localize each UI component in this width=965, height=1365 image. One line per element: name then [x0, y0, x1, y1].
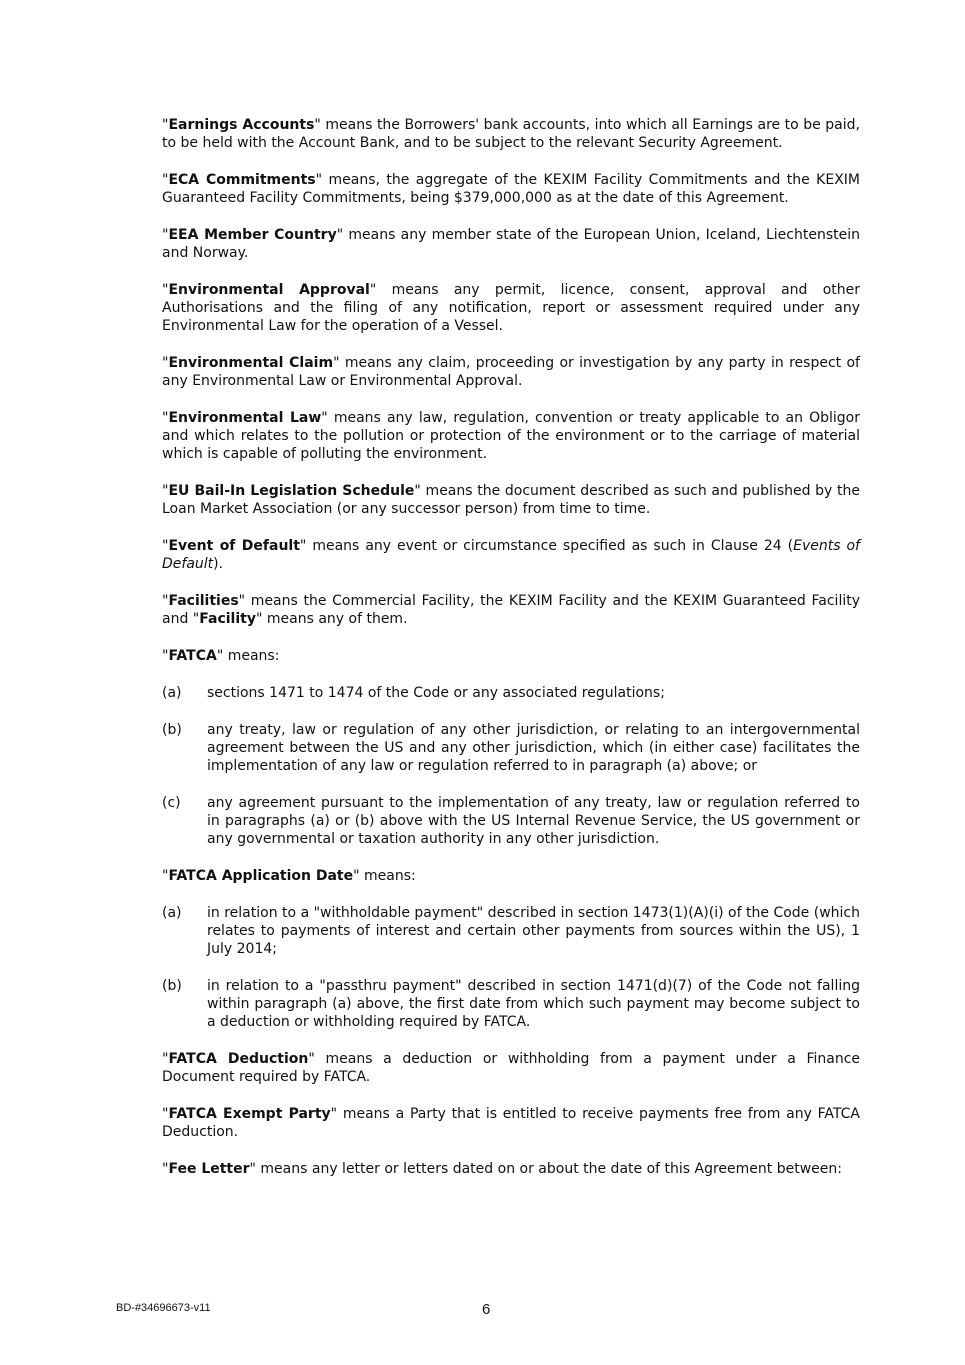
definitions-section — [162, 116, 860, 1197]
list-item-label: (a) — [162, 685, 182, 701]
list-item — [162, 904, 860, 958]
definition-fatca-application-date: "FATCA Application Date" means: — [162, 868, 416, 884]
definition-environmental-law: "Environmental Law" means any law, regulation, convention or treaty applicable to an Obligor and which relates to the pollution or protection of the environment or to the carriage of material which is capable of polluting the environment. — [162, 410, 860, 462]
list-item — [162, 794, 860, 848]
definition-eea-member-country: "EEA Member Country" means any member state of the European Union, Iceland, Liechtenstein and Norway. — [162, 227, 860, 261]
definition-environmental-claim: "Environmental Claim" means any claim, proceeding or investigation by any party in respect of any Environmental Law or Environmental Approval. — [162, 355, 860, 389]
definition-text: means any letter or letters dated on or about the date of this Agreement between: — [255, 1161, 842, 1177]
definition-text: means the Borrowers' bank accounts, into which all Earnings are to be paid, to be held with the Account Bank, and to be subject to the relevant Security Agreement. — [162, 117, 860, 151]
defined-term: EU Bail-In Legislation Schedule — [168, 483, 415, 499]
definition-text-end: ). — [213, 556, 224, 572]
definition-facilities: "Facilities" means the Commercial Facility, the KEXIM Facility and the KEXIM Guaranteed Facility and "Facility" means any of them. — [162, 593, 860, 627]
defined-term-secondary: Facility — [199, 611, 256, 627]
definition-text-end: means any of them. — [262, 611, 408, 627]
definition-text: means any claim, proceeding or investigation by any party in respect of any Environmental Law or Environmental Approval. — [162, 355, 860, 389]
defined-term: FATCA — [168, 648, 217, 664]
defined-term: Earnings Accounts — [168, 117, 315, 133]
list-item — [162, 721, 860, 775]
list-item-text: in relation to a "withholdable payment" described in section 1473(1)(A)(i) of the Code (which relates to payments of interest and certain other payments from sources within the US), 1 July 2014; — [207, 905, 860, 957]
defined-term: FATCA Deduction — [168, 1051, 309, 1067]
defined-term: Fee Letter — [168, 1161, 250, 1177]
definition-earnings-accounts: "Earnings Accounts" means the Borrowers' bank accounts, into which all Earnings are to be paid, to be held with the Account Bank, and to be subject to the relevant Security Agreement. — [162, 117, 860, 151]
defined-term: FATCA Exempt Party — [168, 1106, 331, 1122]
list-item-label: (b) — [162, 978, 182, 994]
defined-term: FATCA Application Date — [168, 868, 354, 884]
definition-environmental-approval: "Environmental Approval" means any permit, licence, consent, approval and other Authorisations and the filing of any notification, report or assessment required under any Environmental Law for the operation of a Vessel. — [162, 282, 860, 334]
definition-text: means any law, regulation, convention or treaty applicable to an Obligor and which relates to the pollution or protection of the environment or to the carriage of material which is capable of polluting the environment. — [162, 410, 860, 462]
defined-term: Environmental Claim — [168, 355, 334, 371]
definition-text: means the document described as such and published by the Loan Market Association (or any successor person) from time to time. — [162, 483, 860, 517]
definition-text: means any permit, licence, consent, approval and other Authorisations and the filing of any notification, report or assessment required under any Environmental Law for the operation of a Vessel. — [162, 282, 860, 334]
list-item-label: (b) — [162, 722, 182, 738]
list-item-label: (a) — [162, 905, 182, 921]
definition-fatca-deduction: "FATCA Deduction" means a deduction or withholding from a payment under a Finance Document required by FATCA. — [162, 1051, 861, 1085]
list-item-text: sections 1471 to 1474 of the Code or any associated regulations; — [207, 685, 665, 701]
defined-term: Environmental Law — [168, 410, 322, 426]
defined-term: Environmental Approval — [168, 282, 370, 298]
list-item-text: any agreement pursuant to the implementation of any treaty, law or regulation referred to in paragraphs (a) or (b) above with the US Internal Revenue Service, the US government or any governmental or taxation authority in any other jurisdiction. — [207, 795, 860, 847]
clause-reference: Events of Default — [162, 538, 860, 572]
defined-term: EEA Member Country — [168, 227, 337, 243]
definition-fee-letter: "Fee Letter" means any letter or letters dated on or about the date of this Agreement between: — [162, 1161, 842, 1177]
definition-text: means the Commercial Facility, the KEXIM Facility and the KEXIM Guaranteed Facility and — [162, 593, 860, 627]
definition-text: means any member state of the European Union, Iceland, Liechtenstein and Norway. — [162, 227, 860, 261]
list-item — [162, 684, 860, 702]
list-item-text: any treaty, law or regulation of any other jurisdiction, or relating to an intergovernmental agreement between the US and any other jurisdiction, which (in either case) facilitates the implementation of any law or regulation referred to in paragraph (a) above; or — [207, 722, 860, 774]
definition-text: means, the aggregate of the KEXIM Facility Commitments and the KEXIM Guaranteed Facility Commitments, being $379,000,000 as at the date of this Agreement. — [162, 172, 861, 206]
definition-fatca: "FATCA" means: — [162, 648, 280, 664]
definition-text: means any event or circumstance specified as such in Clause 24 ( — [306, 538, 794, 554]
definition-eca-commitments: "ECA Commitments" means, the aggregate of the KEXIM Facility Commitments and the KEXIM Guaranteed Facility Commitments, being $379,000,000 as at the date of this Agreement. — [162, 172, 861, 206]
document-reference: BD-#34696673-v11 — [116, 1302, 211, 1314]
list-item-label: (c) — [162, 795, 181, 811]
defined-term: Event of Default — [168, 538, 300, 554]
definition-text: means: — [223, 648, 280, 664]
definition-eu-bail-in-legislation-schedule: "EU Bail-In Legislation Schedule" means the document described as such and published by the Loan Market Association (or any successor person) from time to time. — [162, 483, 860, 517]
list-item — [162, 977, 860, 1031]
defined-term: Facilities — [168, 593, 239, 609]
list-item-text: in relation to a "passthru payment" described in section 1471(d)(7) of the Code not falling within paragraph (a) above, the first date from which such payment may become subject to a deduction or withholding required by FATCA. — [207, 978, 860, 1030]
definition-event-of-default: "Event of Default" means any event or circumstance specified as such in Clause 24 (Events of Default). — [162, 538, 860, 572]
definition-text: means: — [359, 868, 416, 884]
definition-text: means a deduction or withholding from a payment under a Finance Document required by FATCA. — [162, 1051, 861, 1085]
definition-text: means a Party that is entitled to receive payments free from any FATCA Deduction. — [162, 1106, 860, 1140]
page-number: 6 — [482, 1301, 491, 1318]
definition-fatca-exempt-party: "FATCA Exempt Party" means a Party that is entitled to receive payments free from any FATCA Deduction. — [162, 1106, 860, 1140]
defined-term: ECA Commitments — [168, 172, 316, 188]
